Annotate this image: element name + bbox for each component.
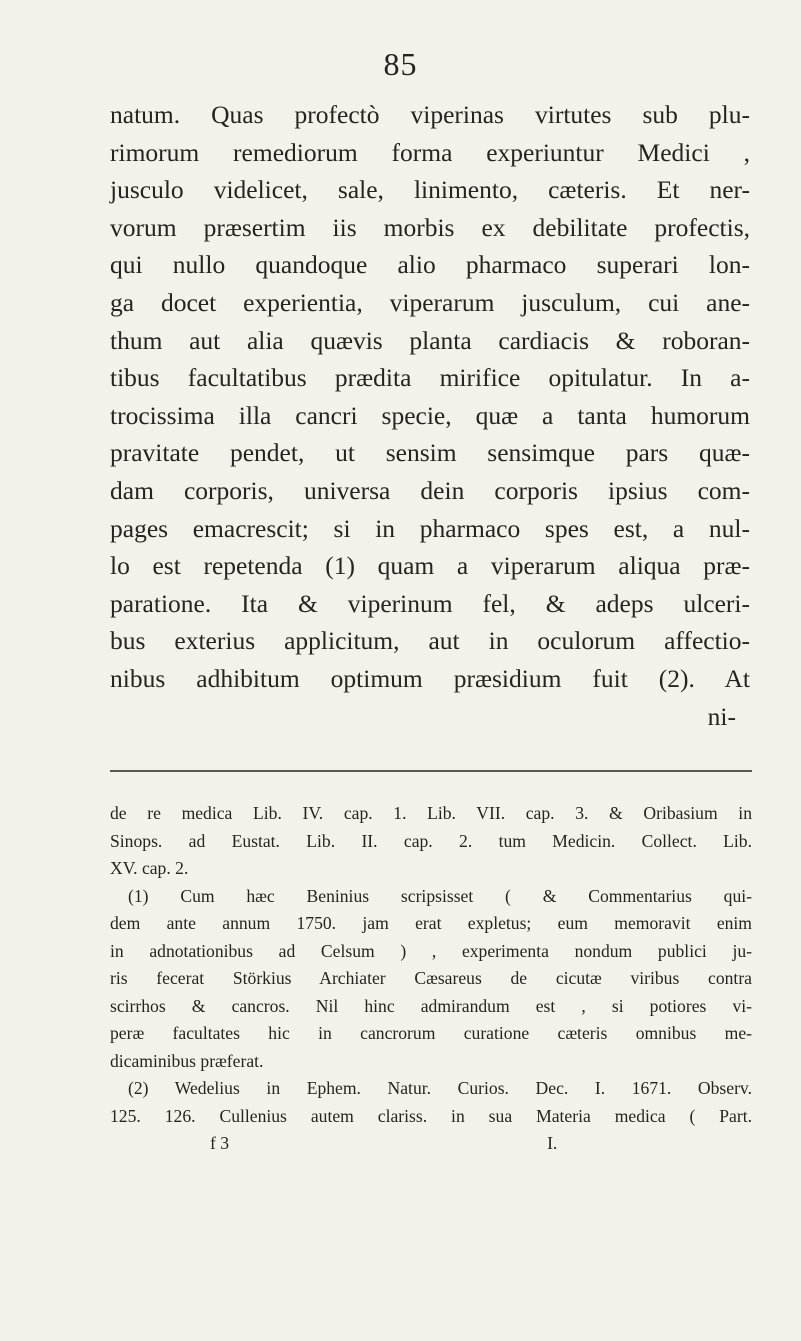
text-line: ga docet experientia, viperarum jusculum, cui ane- <box>110 287 750 317</box>
text-line: trocissima illa cancri specie, quæ a tanta humorum <box>110 400 750 430</box>
text-line: tibus facultatibus prædita mirifice opitulatur. In a- <box>110 363 750 393</box>
text-line: paratione. Ita & viperinum fel, & adeps ulceri- <box>110 588 750 618</box>
text-line: dam corporis, universa dein corporis ipsius com- <box>110 475 750 505</box>
footnote-line: dem ante annum 1750. jam erat expletus; eum memoravit enim <box>110 913 752 933</box>
catchword: ni- <box>707 701 736 731</box>
text-line: bus exterius applicitum, aut in oculorum affectio- <box>110 626 750 656</box>
text-line: qui nullo quandoque alio pharmaco superari lon- <box>110 250 750 280</box>
text-line: nibus adhibitum optimum præsidium fuit (2). At <box>110 663 750 693</box>
footnote-line: in adnotationibus ad Celsum ) , experimenta nondum publici ju- <box>110 940 752 961</box>
footnotes <box>110 800 752 1158</box>
page-number: 85 <box>383 46 418 82</box>
footnote-line: de re medica Lib. IV. cap. 1. Lib. VII. cap. 3. & Oribasium in <box>110 803 752 823</box>
footnote-catchword: I. <box>547 1133 558 1153</box>
footnote-line: (1) Cum hæc Beninius scripsisset ( & Commentarius qui- <box>128 885 752 906</box>
footnote-line: Sinops. ad Eustat. Lib. II. cap. 2. tum Medicin. Collect. Lib. <box>110 830 752 851</box>
footnote-line: dicaminibus præferat. <box>110 1050 264 1071</box>
text-line: jusculo videlicet, sale, linimento, cæteris. Et ner- <box>110 175 750 205</box>
text-line: natum. Quas profectò viperinas virtutes sub plu- <box>110 100 750 129</box>
text-line: pravitate pendet, ut sensim sensimque pars quæ- <box>110 438 750 468</box>
text-line: lo est repetenda (1) quam a viperarum aliqua præ- <box>110 551 750 581</box>
signature-row <box>110 1130 752 1158</box>
footnote-line: 125. 126. Cullenius autem clariss. in sua Materia medica ( Part. <box>110 1105 752 1126</box>
signature-mark: f 3 <box>210 1133 230 1153</box>
footnote-line: XV. cap. 2. <box>110 858 189 878</box>
footnote-line: scirrhos & cancros. Nil hinc admirandum est , si potiores vi- <box>110 995 752 1016</box>
text-line: pages emacrescit; si in pharmaco spes est, a nul- <box>110 513 750 543</box>
footnote-line: ris fecerat Störkius Archiater Cæsareus de cicutæ viribus contra <box>110 968 752 988</box>
text-line: vorum præsertim iis morbis ex debilitate profectis, <box>110 212 750 242</box>
text-line: rimorum remediorum forma experiuntur Medici , <box>110 137 750 167</box>
text-line: thum aut alia quævis planta cardiacis & roboran- <box>110 325 750 355</box>
footnote-line: peræ facultates hic in cancrorum curatione cæteris omnibus me- <box>110 1023 752 1043</box>
footnote-line: (2) Wedelius in Ephem. Natur. Curios. Dec. I. 1671. Observ. <box>128 1078 752 1098</box>
footnote-divider <box>110 770 752 772</box>
main-text <box>110 96 750 735</box>
